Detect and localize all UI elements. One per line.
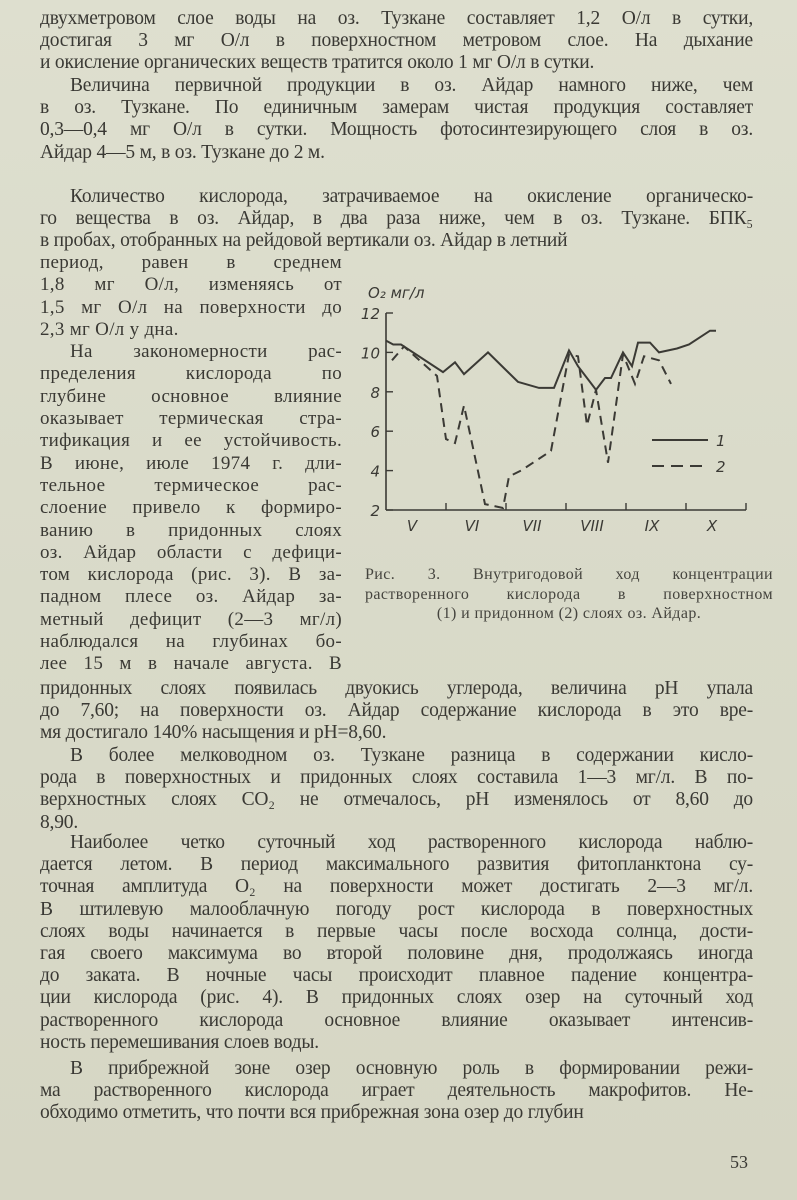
text-line: пределения кислорода по (40, 363, 342, 385)
text-line: Айдар 4—5 м, в оз. Тузкане до 2 м. (40, 141, 325, 163)
text-line: придонных слоях появилась двуокись углерода, величина pH упала (40, 678, 753, 699)
paragraph-5 (40, 832, 753, 1054)
text-line: двухметровом слое воды на оз. Тузкане составляет 1,2 О/л в сутки, (40, 8, 753, 29)
text-line: период, равен в среднем (40, 252, 342, 273)
legend-label-1: 1 (716, 432, 726, 450)
text-line: до заката. В ночные часы происходит плавное падение концентра- (40, 965, 753, 987)
text-line: достигая 3 мг О/л в поверхностном метровом слое. На дыхание (40, 30, 753, 52)
page-number: 53 (730, 1152, 748, 1172)
text-line: лее 15 м в начале августа. В (40, 653, 342, 675)
text-line: метный дефицит (2—3 мг/л) (40, 608, 342, 630)
paragraph-3 (40, 678, 753, 745)
text-line: гая своего максимума во второй половине дня, продолжаясь иногда (40, 943, 753, 965)
text-line: слоение привело к формиро- (40, 497, 342, 519)
text-line: 0,3—0,4 мг О/л в сутки. Мощность фотосинтезирующего слоя в оз. (40, 119, 753, 141)
text-line: 1,5 мг О/л на поверхности до (40, 296, 342, 318)
text-line: 1,8 мг О/л, изменяясь от (40, 274, 342, 296)
text-line: растворенного кислорода основное влияние оказывает интенсив- (40, 1009, 753, 1031)
text-line: в пробах, отобранных на рейдовой вертикали оз. Айдар в летний (40, 230, 568, 252)
y-tick-label: 10 (360, 344, 380, 363)
text-line: Наиболее четко суточный ход растворенного кислорода наблю- (70, 832, 753, 853)
y-tick-label: 12 (360, 305, 380, 323)
series-2-line (392, 347, 671, 509)
text-line: растворенного кислорода в поверхностном (365, 585, 773, 603)
text-line: наблюдался на глубинах бо- (40, 631, 342, 653)
text-line: тификация и ее устойчивость. (40, 430, 342, 452)
text-line: рода в поверхностных и придонных слоях составила 1—3 мг/л. В по- (40, 767, 753, 789)
text-line: падном плесе оз. Айдар за- (40, 586, 342, 608)
text-line: Количество кислорода, затрачиваемое на окисление органическо- (70, 186, 753, 207)
x-tick-label: V (406, 517, 418, 535)
text-line: тельное термическое рас- (40, 474, 342, 496)
x-tick-label: IX (644, 517, 660, 535)
text-line: В штилевую малооблачную погоду рост кислорода в поверхностных (40, 898, 753, 920)
legend-label-2: 2 (716, 458, 726, 476)
paragraph-1 (40, 75, 753, 164)
text-line: оз. Айдар области с дефици- (40, 541, 342, 563)
text-line: ции кислорода (рис. 4). В придонных слоях озер на суточный ход (40, 987, 753, 1009)
text-line: том кислорода (рис. 3). В за- (40, 564, 342, 586)
text-line: Величина первичной продукции в оз. Айдар намного ниже, чем (70, 75, 753, 96)
text-line: слоях воды начинается в первые часы после восхода солнца, дости- (40, 920, 753, 942)
x-tick-label: VIII (580, 517, 604, 535)
x-tick-label: VII (522, 517, 542, 535)
text-line: в оз. Тузкане. По единичным замерам чистая продукция составляет (40, 97, 753, 119)
paragraph-2 (40, 186, 753, 253)
text-line: На закономерности рас- (70, 341, 342, 363)
text-line: го вещества в оз. Айдар, в два раза ниже, чем в оз. Тузкане. БПК₅ (40, 208, 753, 230)
paragraph-4 (40, 745, 753, 834)
text-line: ма растворенного кислорода играет деятельность макрофитов. Не- (40, 1080, 753, 1102)
y-tick-label: 4 (370, 462, 380, 481)
y-tick-label: 8 (370, 383, 380, 402)
paragraph-6 (40, 1058, 753, 1125)
text-line: дается летом. В период максимального развития фитопланктона су- (40, 854, 753, 876)
paragraph-0 (40, 8, 753, 75)
text-line: обходимо отметить, что почти вся прибрежная зона озер до глубин (40, 1102, 584, 1124)
narrow-text-column (40, 252, 342, 676)
y-tick-label: 2 (370, 502, 380, 520)
text-line: глубине основное влияние (40, 385, 342, 407)
y-tick-label: 6 (370, 423, 380, 442)
text-line: мя достигало 140% насыщения и pH=8,60. (40, 722, 387, 744)
text-line: В более мелководном оз. Тузкане разница в содержании кисло- (70, 745, 753, 766)
text-line: (1) и придонном (2) слоях оз. Айдар. (436, 605, 702, 622)
text-line: ванию в придонных слоях (40, 519, 342, 541)
text-line: В прибрежной зоне озер основную роль в формировании режи- (70, 1058, 753, 1079)
text-line: В июне, июле 1974 г. дли- (40, 452, 342, 474)
y-axis-label: O₂ мг/л (368, 284, 425, 302)
text-line: точная амплитуда O₂ на поверхности может достигать 2—3 мг/л. (40, 876, 753, 898)
figure-3-chart (352, 283, 772, 553)
x-tick-label: X (706, 517, 718, 535)
text-line: верхностных слоях CO₂ не отмечалось, pH изменялось от 8,60 до (40, 789, 753, 811)
x-tick-label: VI (464, 517, 480, 535)
text-line: оказывает термическая стра- (40, 408, 342, 430)
text-line: и окисление органических веществ тратится около 1 мг О/л в сутки. (40, 52, 595, 74)
text-line: Рис. 3. Внутригодовой ход концентрации (365, 566, 773, 583)
figure-caption (365, 565, 773, 624)
oxygen-line-chart (352, 283, 772, 553)
text-line: 2,3 мг О/л у дна. (40, 318, 179, 340)
text-line: 8,90. (40, 811, 79, 833)
series-1-line (386, 331, 716, 390)
text-line: ность перемешивания слоев воды. (40, 1031, 319, 1053)
text-line: до 7,60; на поверхности оз. Айдар содержание кислорода в это вре- (40, 700, 753, 722)
